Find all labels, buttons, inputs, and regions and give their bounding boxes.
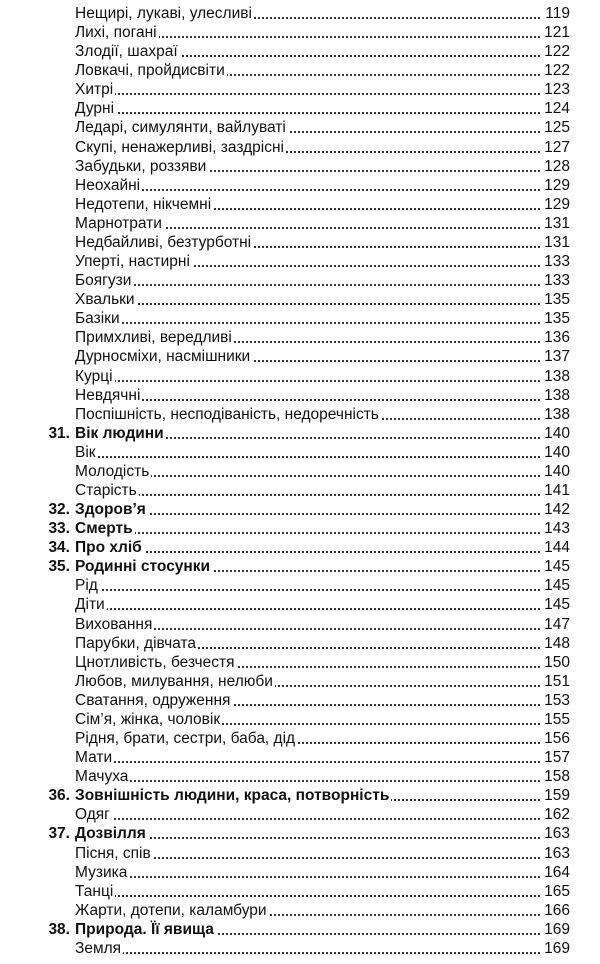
toc-entry-page: 138 bbox=[541, 405, 570, 424]
toc-entry-title: Недотепи, нікчемні bbox=[75, 195, 212, 213]
dot-leader bbox=[75, 895, 568, 897]
toc-entry-title: Дурносміхи, насмішники bbox=[75, 348, 251, 366]
toc-entry bbox=[0, 118, 600, 137]
toc-entry bbox=[0, 901, 600, 920]
toc-entry-title: Любов, милування, нелюби bbox=[75, 672, 273, 690]
toc-entry-page: 145 bbox=[541, 595, 570, 614]
toc-entry-page: 162 bbox=[541, 805, 570, 824]
toc-entry-title: Неохайні bbox=[75, 176, 141, 194]
toc-entry-page: 163 bbox=[541, 824, 570, 843]
toc-entry-page: 128 bbox=[541, 157, 570, 176]
toc-chapter-entry bbox=[0, 786, 600, 805]
toc-entry-page: 151 bbox=[541, 672, 570, 691]
dot-leader bbox=[75, 608, 568, 610]
dot-leader bbox=[75, 780, 568, 782]
chapter-number: 32. bbox=[48, 501, 70, 519]
toc-entry bbox=[0, 748, 600, 767]
toc-entry-title: Парубки, дівчата bbox=[75, 634, 196, 652]
toc-chapter-entry bbox=[0, 920, 600, 939]
dot-leader bbox=[75, 399, 568, 401]
toc-entry-page: 138 bbox=[541, 386, 570, 405]
toc-entry bbox=[0, 576, 600, 595]
dot-leader bbox=[75, 303, 568, 305]
dot-leader bbox=[75, 876, 568, 878]
toc-entry-title: Примхливі, вередливі bbox=[75, 329, 232, 347]
toc-entry bbox=[0, 233, 600, 252]
toc-chapter-entry bbox=[0, 519, 600, 538]
toc-entry-title: Хитрі bbox=[75, 81, 114, 99]
toc-entry-page: 133 bbox=[541, 271, 570, 290]
toc-entry bbox=[0, 23, 600, 42]
dot-leader bbox=[75, 532, 568, 534]
toc-entry bbox=[0, 443, 600, 462]
toc-entry bbox=[0, 595, 600, 614]
toc-entry-page: 122 bbox=[541, 42, 570, 61]
toc-entry-title: Танці bbox=[75, 882, 114, 900]
toc-entry-title: Пісня, спів bbox=[75, 844, 151, 862]
dot-leader bbox=[75, 112, 568, 114]
toc-chapter-entry bbox=[0, 824, 600, 843]
toc-entry-page: 156 bbox=[541, 729, 570, 748]
toc-entry-title: Невдячні bbox=[75, 386, 141, 404]
toc-entry-title: Музика bbox=[75, 863, 128, 881]
toc-entry-title: Рід bbox=[75, 577, 98, 595]
toc-entry bbox=[0, 290, 600, 309]
toc-entry-page: 136 bbox=[541, 328, 570, 347]
dot-leader bbox=[75, 513, 568, 515]
toc-entry bbox=[0, 347, 600, 366]
dot-leader bbox=[75, 494, 568, 496]
toc-entry bbox=[0, 405, 600, 424]
toc-entry-title: Марнотрати bbox=[75, 214, 162, 232]
toc-entry bbox=[0, 4, 600, 23]
dot-leader bbox=[75, 837, 568, 839]
toc-entry-page: 165 bbox=[541, 882, 570, 901]
toc-entry-page: 123 bbox=[541, 80, 570, 99]
toc-chapter-entry bbox=[0, 424, 600, 443]
toc-entry-page: 119 bbox=[542, 4, 570, 23]
toc-entry-title: Здоров’я bbox=[75, 501, 146, 519]
toc-entry-title: Нещирі, лукаві, улесливі bbox=[75, 5, 252, 22]
dot-leader bbox=[75, 93, 568, 95]
toc-entry bbox=[0, 214, 600, 233]
toc-entry bbox=[0, 42, 600, 61]
toc-entry-page: 137 bbox=[541, 347, 570, 366]
toc-entry bbox=[0, 691, 600, 710]
toc-entry-title: Сім’я, жінка, чоловік bbox=[75, 710, 221, 728]
toc-entry-page: 144 bbox=[541, 538, 570, 557]
toc-entry-title: Вік людини bbox=[75, 424, 164, 442]
toc-entry-page: 163 bbox=[541, 844, 570, 863]
toc-entry-page: 138 bbox=[541, 367, 570, 386]
toc-entry-page: 147 bbox=[541, 615, 570, 634]
toc-entry bbox=[0, 615, 600, 634]
toc-entry-page: 164 bbox=[541, 863, 570, 882]
toc-entry-title: Злодії, шахраї bbox=[75, 43, 178, 61]
toc-entry bbox=[0, 386, 600, 405]
toc-entry bbox=[0, 328, 600, 347]
dot-leader bbox=[75, 761, 568, 763]
toc-entry-title: Недбайливі, безтурботні bbox=[75, 233, 252, 251]
toc-entry bbox=[0, 710, 600, 729]
chapter-number: 34. bbox=[48, 539, 70, 557]
dot-leader bbox=[75, 189, 568, 191]
toc-entry bbox=[0, 176, 600, 195]
toc-entry bbox=[0, 767, 600, 786]
toc-chapter-entry bbox=[0, 500, 600, 519]
toc-entry-title: Смерть bbox=[75, 520, 133, 538]
toc-entry-title: Сватання, одруження bbox=[75, 691, 231, 709]
toc-entry-page: 141 bbox=[541, 481, 570, 500]
toc-entry-title: Мачуха bbox=[75, 768, 129, 786]
dot-leader bbox=[75, 380, 568, 382]
toc-entry-title: Вік bbox=[75, 443, 96, 461]
toc-entry-page: 124 bbox=[541, 99, 570, 118]
toc-entry-page: 129 bbox=[541, 176, 570, 195]
toc-entry bbox=[0, 672, 600, 691]
toc-entry-page: 155 bbox=[541, 710, 570, 729]
toc-entry-title: Цнотливість, безчестя bbox=[75, 653, 235, 671]
toc-entry-title: Дозвілля bbox=[75, 825, 146, 843]
dot-leader bbox=[75, 322, 568, 324]
toc-entry bbox=[0, 99, 600, 118]
toc-entry-page: 143 bbox=[541, 519, 570, 538]
toc-entry-title: Забудьки, роззяви bbox=[75, 157, 207, 175]
toc-entry bbox=[0, 80, 600, 99]
toc-entry bbox=[0, 157, 600, 176]
toc-entry-page: 169 bbox=[541, 920, 570, 939]
toc-entry-page: 158 bbox=[541, 767, 570, 786]
toc-entry-page: 121 bbox=[541, 23, 570, 42]
toc-entry-title: Ловкачі, пройдисвіти bbox=[75, 62, 225, 80]
toc-chapter-entry bbox=[0, 557, 600, 576]
toc-entry-page: 153 bbox=[541, 691, 570, 710]
toc-entry-title: Мати bbox=[75, 749, 113, 767]
toc-entry-title: Уперті, настирні bbox=[75, 253, 190, 271]
toc-entry bbox=[0, 729, 600, 748]
toc-entry-title: Одяг bbox=[75, 806, 110, 824]
toc-entry-page: 140 bbox=[541, 443, 570, 462]
toc-entry-title: Рідня, брати, сестри, баба, дід bbox=[75, 730, 296, 748]
toc-entry-title: Поспішність, несподіваність, недоречність bbox=[75, 405, 379, 423]
chapter-number: 31. bbox=[48, 424, 70, 442]
toc-entry-page: 125 bbox=[541, 118, 570, 137]
toc-entry bbox=[0, 882, 600, 901]
toc-entry-page: 140 bbox=[541, 462, 570, 481]
toc-entry-title: Родинні стосунки bbox=[75, 558, 211, 576]
toc-entry-title: Лихі, погані bbox=[75, 24, 157, 42]
toc-entry bbox=[0, 252, 600, 271]
toc-entry bbox=[0, 805, 600, 824]
toc-entry-page: 159 bbox=[541, 786, 570, 805]
toc-entry bbox=[0, 844, 600, 863]
dot-leader bbox=[75, 456, 568, 458]
toc-entry bbox=[0, 271, 600, 290]
chapter-number: 33. bbox=[48, 520, 70, 538]
toc-entry-page: 135 bbox=[541, 290, 570, 309]
dot-leader bbox=[75, 589, 568, 591]
toc-entry bbox=[0, 61, 600, 80]
toc-entry-title: Старість bbox=[75, 482, 137, 499]
toc-entry bbox=[0, 653, 600, 672]
toc-entry bbox=[0, 367, 600, 386]
toc-entry-title: Земля bbox=[75, 939, 122, 957]
toc-entry-page: 145 bbox=[541, 576, 570, 595]
toc-entry-page: 131 bbox=[541, 214, 570, 233]
toc-entry bbox=[0, 195, 600, 214]
toc-entry-title: Дурні bbox=[75, 100, 115, 118]
toc-chapter-entry bbox=[0, 538, 600, 557]
toc-entry bbox=[0, 863, 600, 882]
dot-leader bbox=[75, 284, 568, 286]
dot-leader bbox=[75, 952, 568, 954]
toc-entry-title: Базіки bbox=[75, 310, 120, 328]
toc-entry-page: 140 bbox=[541, 424, 570, 443]
toc-entry-title: Боягузи bbox=[75, 272, 132, 290]
toc-entry-page: 131 bbox=[541, 233, 570, 252]
toc-entry-page: 122 bbox=[541, 61, 570, 80]
toc-entry-title: Курці bbox=[75, 367, 113, 385]
chapter-number: 36. bbox=[48, 787, 70, 805]
chapter-number: 37. bbox=[48, 825, 70, 843]
toc-entry bbox=[0, 481, 600, 500]
toc-entry-page: 169 bbox=[541, 939, 570, 958]
toc-entry-title: Скупі, ненажерливі, заздрісні bbox=[75, 138, 284, 156]
chapter-number: 35. bbox=[48, 558, 70, 576]
toc-entry-page: 150 bbox=[541, 653, 570, 672]
toc-entry-page: 157 bbox=[541, 748, 570, 767]
toc-entry-title: Про хліб bbox=[75, 539, 142, 557]
toc-entry-page: 142 bbox=[541, 500, 570, 519]
toc-entry-title: Діти bbox=[75, 596, 105, 614]
toc-entry-title: Виховання bbox=[75, 615, 153, 633]
toc-entry-title: Природа. Її явища bbox=[75, 920, 214, 938]
toc-entry-page: 129 bbox=[541, 195, 570, 214]
toc-entry-title: Зовнішність людини, краса, потворність bbox=[75, 787, 390, 805]
toc-entry bbox=[0, 939, 600, 958]
toc-entry bbox=[0, 634, 600, 653]
dot-leader bbox=[75, 818, 568, 820]
toc-entry bbox=[0, 309, 600, 328]
toc-entry-page: 127 bbox=[541, 138, 570, 157]
toc-entry-title: Хвальки bbox=[75, 291, 135, 309]
toc-entry-page: 166 bbox=[541, 901, 570, 920]
toc-entry-page: 135 bbox=[541, 309, 570, 328]
chapter-number: 38. bbox=[48, 920, 70, 938]
toc-entry-title: Молодість bbox=[75, 462, 150, 480]
toc-entry-page: 145 bbox=[541, 557, 570, 576]
toc-entry-page: 148 bbox=[541, 634, 570, 653]
toc-entry bbox=[0, 138, 600, 157]
toc-entry-page: 133 bbox=[541, 252, 570, 271]
toc-entry-title: Жарти, дотепи, каламбури bbox=[75, 901, 267, 919]
toc-entry-title: Ледарі, симулянти, вайлуваті bbox=[75, 119, 286, 137]
dot-leader bbox=[75, 551, 568, 553]
toc-entry bbox=[0, 462, 600, 481]
